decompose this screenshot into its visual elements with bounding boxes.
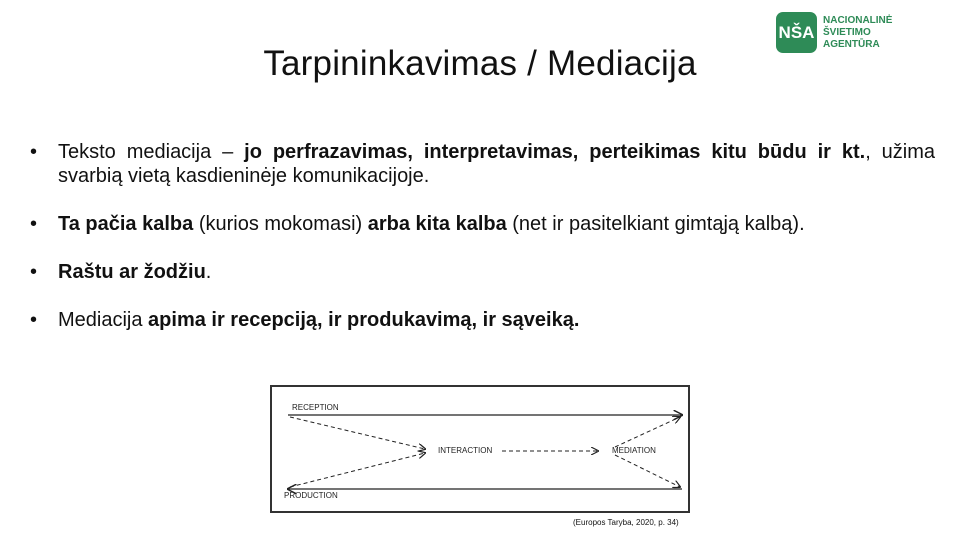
logo-text — [823, 15, 892, 51]
slide-title: Tarpininkavimas / Mediacija — [263, 44, 697, 83]
bold-text: Ta pačia kalba — [58, 213, 194, 235]
text: Mediacija — [58, 309, 149, 331]
logo-line-1: NACIONALINĖ — [823, 15, 893, 26]
bullet-item — [30, 140, 935, 188]
mediation-to-production — [615, 455, 680, 487]
mediation-diagram — [270, 385, 700, 535]
logo-badge: NŠA — [776, 12, 817, 53]
bullet-item — [30, 260, 935, 284]
bullet-item — [30, 308, 935, 332]
production-to-interaction — [290, 453, 425, 487]
mediation-to-reception — [615, 417, 680, 447]
bold-text: apima ir recepciją, ir produkavimą, ir sąveiką. — [148, 309, 580, 331]
nsa-logo — [776, 12, 926, 56]
text: Teksto mediacija – — [58, 141, 245, 163]
logo-line-3: AGENTŪRA — [823, 39, 880, 50]
source-caption: (Europos Taryba, 2020, p. 34) — [573, 518, 679, 527]
label-interaction: INTERACTION — [438, 446, 493, 455]
label-reception: RECEPTION — [292, 403, 339, 412]
text: . — [205, 261, 212, 283]
label-mediation: MEDIATION — [612, 446, 656, 455]
text: (net ir pasitelkiant gimtąją kalbą). — [506, 213, 805, 235]
logo-line-2: ŠVIETIMO — [823, 27, 871, 38]
bullet-list — [30, 140, 935, 356]
bold-text: arba kita kalba — [367, 213, 507, 235]
reception-to-interaction — [290, 417, 425, 449]
label-production: PRODUCTION — [284, 491, 338, 500]
bold-text: jo perfrazavimas, interpretavimas, perteikimas kitu būdu ir kt. — [244, 141, 866, 163]
text: , užima svarbią vietą kasdieninėje komunikacijoje. — [58, 141, 936, 187]
bold-text: Raštu ar žodžiu — [58, 261, 206, 283]
bullet-item — [30, 212, 935, 236]
text: (kurios mokomasi) — [193, 213, 368, 235]
